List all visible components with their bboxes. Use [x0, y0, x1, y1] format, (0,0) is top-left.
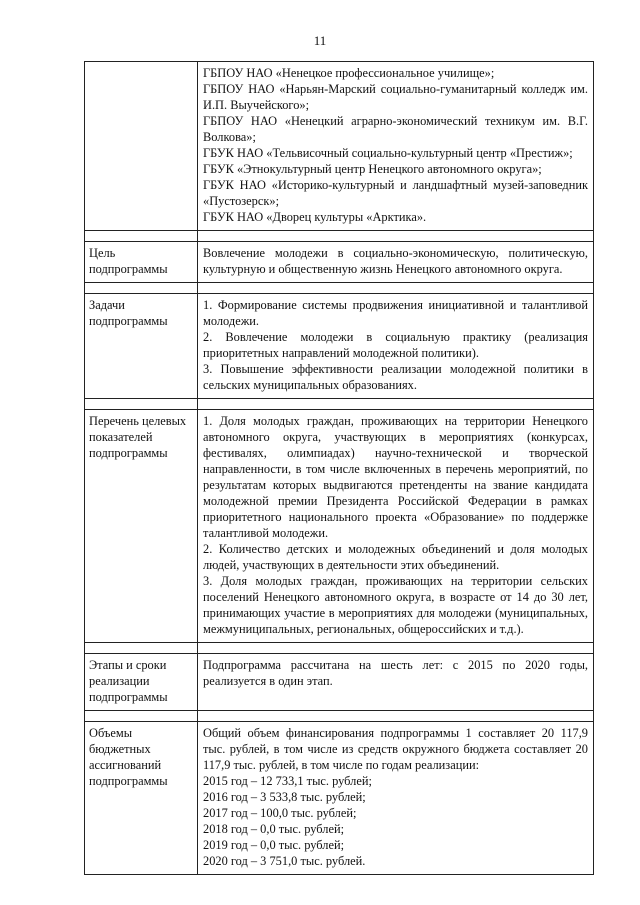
- task-item: 2. Вовлечение молодежи в социальную практику (реализация приоритетных направлений молодежной политики).: [203, 330, 588, 360]
- executors-label-cell: [85, 62, 198, 231]
- budget-intro: Общий объем финансирования подпрограммы 1 составляет 20 117,9 тыс. рублей, в том числе из средств окружного бюджета составляет 20 117,9 тыс. рублей, в том числе по годам реализации:: [203, 726, 588, 772]
- indicators-value-cell: [198, 410, 594, 643]
- executor-item: ГБПОУ НАО «Нарьян-Марский социально-гуманитарный колледж им. И.П. Выучейского»;: [203, 82, 588, 112]
- indicator-item: 3. Доля молодых граждан, проживающих на территории сельских поселений Ненецкого автономного округа, в возрасте от 14 до 30 лет, принимающих участие в мероприятиях для молодежи (муниципальных, межмуниципальных, региональных, общероссийских и т.д.).: [203, 574, 588, 636]
- executor-item: ГБУК «Этнокультурный центр Ненецкого автономного округа»;: [203, 162, 542, 176]
- spacer-row: [85, 231, 594, 242]
- tasks-label: Задачи подпрограммы: [85, 294, 198, 399]
- budget-year-item: 2019 год – 0,0 тыс. рублей;: [203, 838, 345, 852]
- subprogram-passport-table: [84, 61, 594, 875]
- budget-year-item: 2017 год – 100,0 тыс. рублей;: [203, 806, 357, 820]
- indicators-label: Перечень целевых показателей подпрограммы: [85, 410, 198, 643]
- budget-year-item: 2018 год – 0,0 тыс. рублей;: [203, 822, 345, 836]
- executor-item: ГБУК НАО «Дворец культуры «Арктика».: [203, 210, 427, 224]
- executor-item: ГБУК НАО «Историко-культурный и ландшафтный музей-заповедник «Пустозерск»;: [203, 178, 588, 208]
- spacer-row: [85, 283, 594, 294]
- budget-year-item: 2020 год – 3 751,0 тыс. рублей.: [203, 854, 366, 868]
- spacer-row: [85, 711, 594, 722]
- budget-year-item: 2016 год – 3 533,8 тыс. рублей;: [203, 790, 366, 804]
- budget-year-item: 2015 год – 12 733,1 тыс. рублей;: [203, 774, 372, 788]
- goal-label: Цель подпрограммы: [85, 242, 198, 283]
- executor-item: ГБПОУ НАО «Ненецкое профессиональное училище»;: [203, 66, 495, 80]
- executor-item: ГБУК НАО «Тельвисочный социально-культурный центр «Престиж»;: [203, 146, 573, 160]
- budget-value-cell: [198, 722, 594, 875]
- tasks-value-cell: [198, 294, 594, 399]
- budget-label: Объемы бюджетных ассигнований подпрограммы: [85, 722, 198, 875]
- stages-row: [85, 654, 594, 711]
- indicator-item: 2. Количество детских и молодежных объединений и доля молодых людей, участвующих в деятельности этих объединений.: [203, 542, 588, 572]
- executor-item: ГБПОУ НАО «Ненецкий аграрно-экономический техникум им. В.Г. Волкова»;: [203, 114, 588, 144]
- tasks-row: [85, 294, 594, 399]
- goal-text: Вовлечение молодежи в социально-экономическую, политическую, культурную и общественную жизнь Ненецкого автономного округа.: [198, 242, 594, 283]
- executors-value-cell: [198, 62, 594, 231]
- spacer-row: [85, 643, 594, 654]
- goal-row: [85, 242, 594, 283]
- stages-text: Подпрограмма рассчитана на шесть лет: с 2015 по 2020 годы, реализуется в один этап.: [198, 654, 594, 711]
- executors-row: [85, 62, 594, 231]
- task-item: 1. Формирование системы продвижения инициативной и талантливой молодежи.: [203, 298, 588, 328]
- page-number: 11: [313, 33, 327, 48]
- stages-label: Этапы и сроки реализации подпрограммы: [85, 654, 198, 711]
- task-item: 3. Повышение эффективности реализации молодежной политики в сельских муниципальных образованиях.: [203, 362, 588, 392]
- budget-row: [85, 722, 594, 875]
- spacer-row: [85, 399, 594, 410]
- indicators-row: [85, 410, 594, 643]
- indicator-item: 1. Доля молодых граждан, проживающих на территории Ненецкого автономного округа, участвующих в мероприятиях (конкурсах, фестивалях, олимпиадах) научно-технической и творческой направленности, в том числе включенных в перечень мероприятий, по результатам которых выдвигаются претенденты на звание кандидата молодежной премии Президента Российской Федерации в рамках приоритетного национального проекта «Образование» по поддержке талантливой молодежи.: [203, 414, 588, 540]
